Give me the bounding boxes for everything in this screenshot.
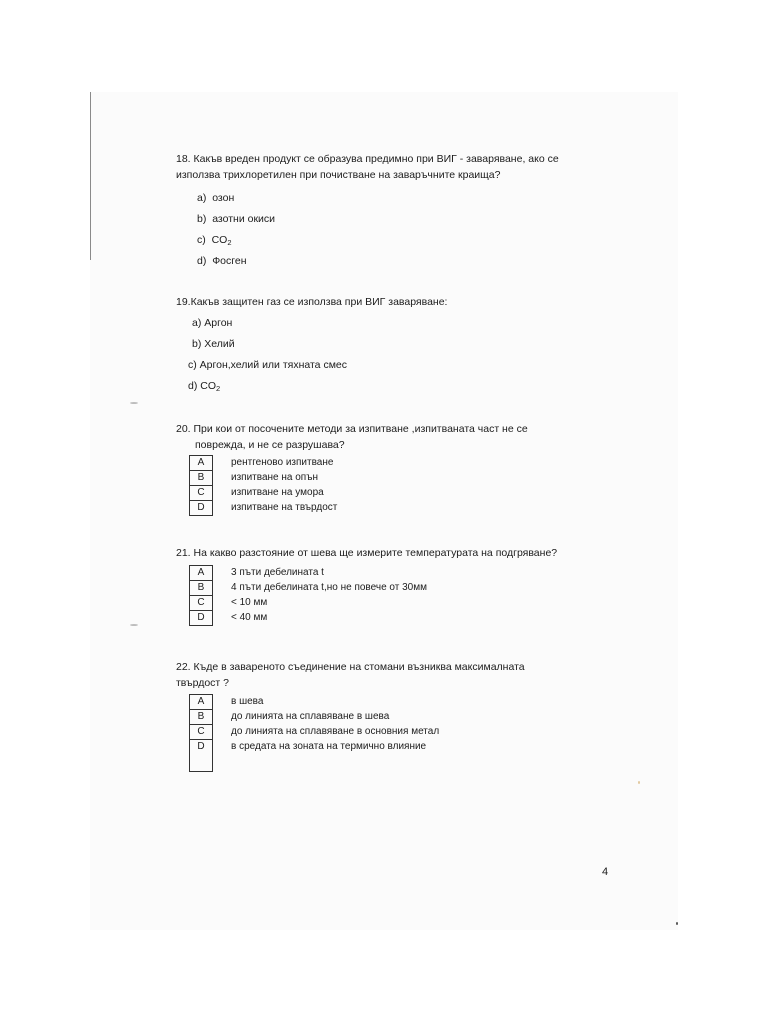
option-letter: c) [188, 359, 197, 371]
option-letter: b) [192, 338, 202, 350]
question-21 [176, 545, 557, 561]
option-letter: a) [197, 192, 207, 204]
option-text: Аргон [204, 317, 233, 329]
scan-speck [638, 781, 640, 784]
answer-box-c[interactable]: C [190, 725, 212, 740]
question-18-line-1: 18. Какъв вреден продукт се образува предимно при ВИГ - заваряване, ако се [176, 153, 559, 165]
option-letter: d) [188, 380, 198, 392]
q22-option-c: до линията на сплавяване в основния метал [231, 726, 440, 737]
q20-option-c: изпитване на умора [231, 487, 324, 498]
q22-answer-boxes [189, 694, 213, 772]
q22-option-b: до линията на сплавяване в шева [231, 711, 390, 722]
answer-box-b[interactable]: B [190, 710, 212, 725]
q21-option-c: < 10 мм [231, 597, 268, 608]
scan-speck [130, 402, 138, 404]
question-18 [176, 151, 614, 183]
question-21-line-1: 21. На какво разстояние от шева ще измерите температурата на подгряване? [176, 547, 558, 559]
option-letter: b) [197, 213, 207, 225]
option-text: CO [211, 234, 228, 246]
q18-option-a [197, 190, 234, 206]
question-19-line-1: 19.Какъв защитен газ се използва при ВИГ заваряване: [176, 296, 448, 308]
q19-option-a [192, 315, 232, 331]
option-letter: d) [197, 255, 207, 267]
q21-option-a: 3 пъти дебелината t [231, 567, 324, 578]
scanned-page [90, 92, 678, 930]
q19-option-d [188, 378, 220, 397]
q19-option-c [188, 357, 347, 373]
scan-edge-line [90, 92, 91, 260]
answer-box-a[interactable]: A [190, 566, 212, 581]
option-text: озон [212, 192, 235, 204]
q18-option-d [197, 253, 247, 269]
option-letter: a) [192, 317, 202, 329]
q21-option-b: 4 пъти дебелината t,но не повече от 30мм [231, 582, 427, 593]
q20-option-d: изпитване на твърдост [231, 502, 338, 513]
page-number: 4 [602, 866, 609, 878]
answer-box-b[interactable]: B [190, 471, 212, 486]
q21-answer-boxes [189, 565, 213, 626]
question-20 [176, 421, 528, 453]
answer-box-c[interactable]: C [190, 486, 212, 501]
scan-speck [130, 624, 138, 626]
q18-option-c [197, 232, 232, 251]
option-text: Фосген [212, 255, 247, 267]
question-22-line-2: твърдост ? [176, 677, 229, 689]
answer-box-b[interactable]: B [190, 581, 212, 596]
answer-box-d[interactable]: D [197, 612, 205, 623]
question-20-line-1: 20. При кои от посочените методи за изпитване ,изпитваната част не се [176, 423, 528, 435]
question-20-line-2: повреждa, и не се разрушава? [195, 439, 345, 451]
option-text: Аргон,хелий или тяхната смес [199, 359, 347, 371]
option-text: азотни окиси [212, 213, 276, 225]
subscript: 2 [227, 238, 232, 247]
answer-box-c[interactable]: C [190, 596, 212, 611]
q22-option-a: в шева [231, 696, 264, 707]
answer-box-a[interactable]: A [190, 456, 212, 471]
q20-option-a: рентгеново изпитване [231, 457, 334, 468]
q20-answer-boxes [189, 455, 213, 516]
answer-box-a[interactable]: A [190, 695, 212, 710]
option-text: Хелий [204, 338, 235, 350]
question-22 [176, 659, 525, 691]
answer-box-d[interactable]: D [197, 741, 205, 752]
scan-speck [676, 922, 678, 925]
subscript: 2 [216, 384, 221, 393]
q18-option-b [197, 211, 275, 227]
question-19 [176, 294, 447, 310]
q20-option-b: изпитване на опън [231, 472, 318, 483]
question-18-line-2: използва трихлоретилен при почистване на заваръчните краища? [176, 169, 501, 181]
q22-option-d: в средата на зоната на термично влияние [231, 741, 427, 752]
q21-option-d: < 40 мм [231, 612, 268, 623]
option-text: CO [200, 380, 217, 392]
q19-option-b [192, 336, 235, 352]
question-22-line-1: 22. Къде в завареното съединение на стомани възниква максималната [176, 661, 525, 673]
option-letter: c) [197, 234, 206, 246]
answer-box-d[interactable]: D [197, 502, 205, 513]
